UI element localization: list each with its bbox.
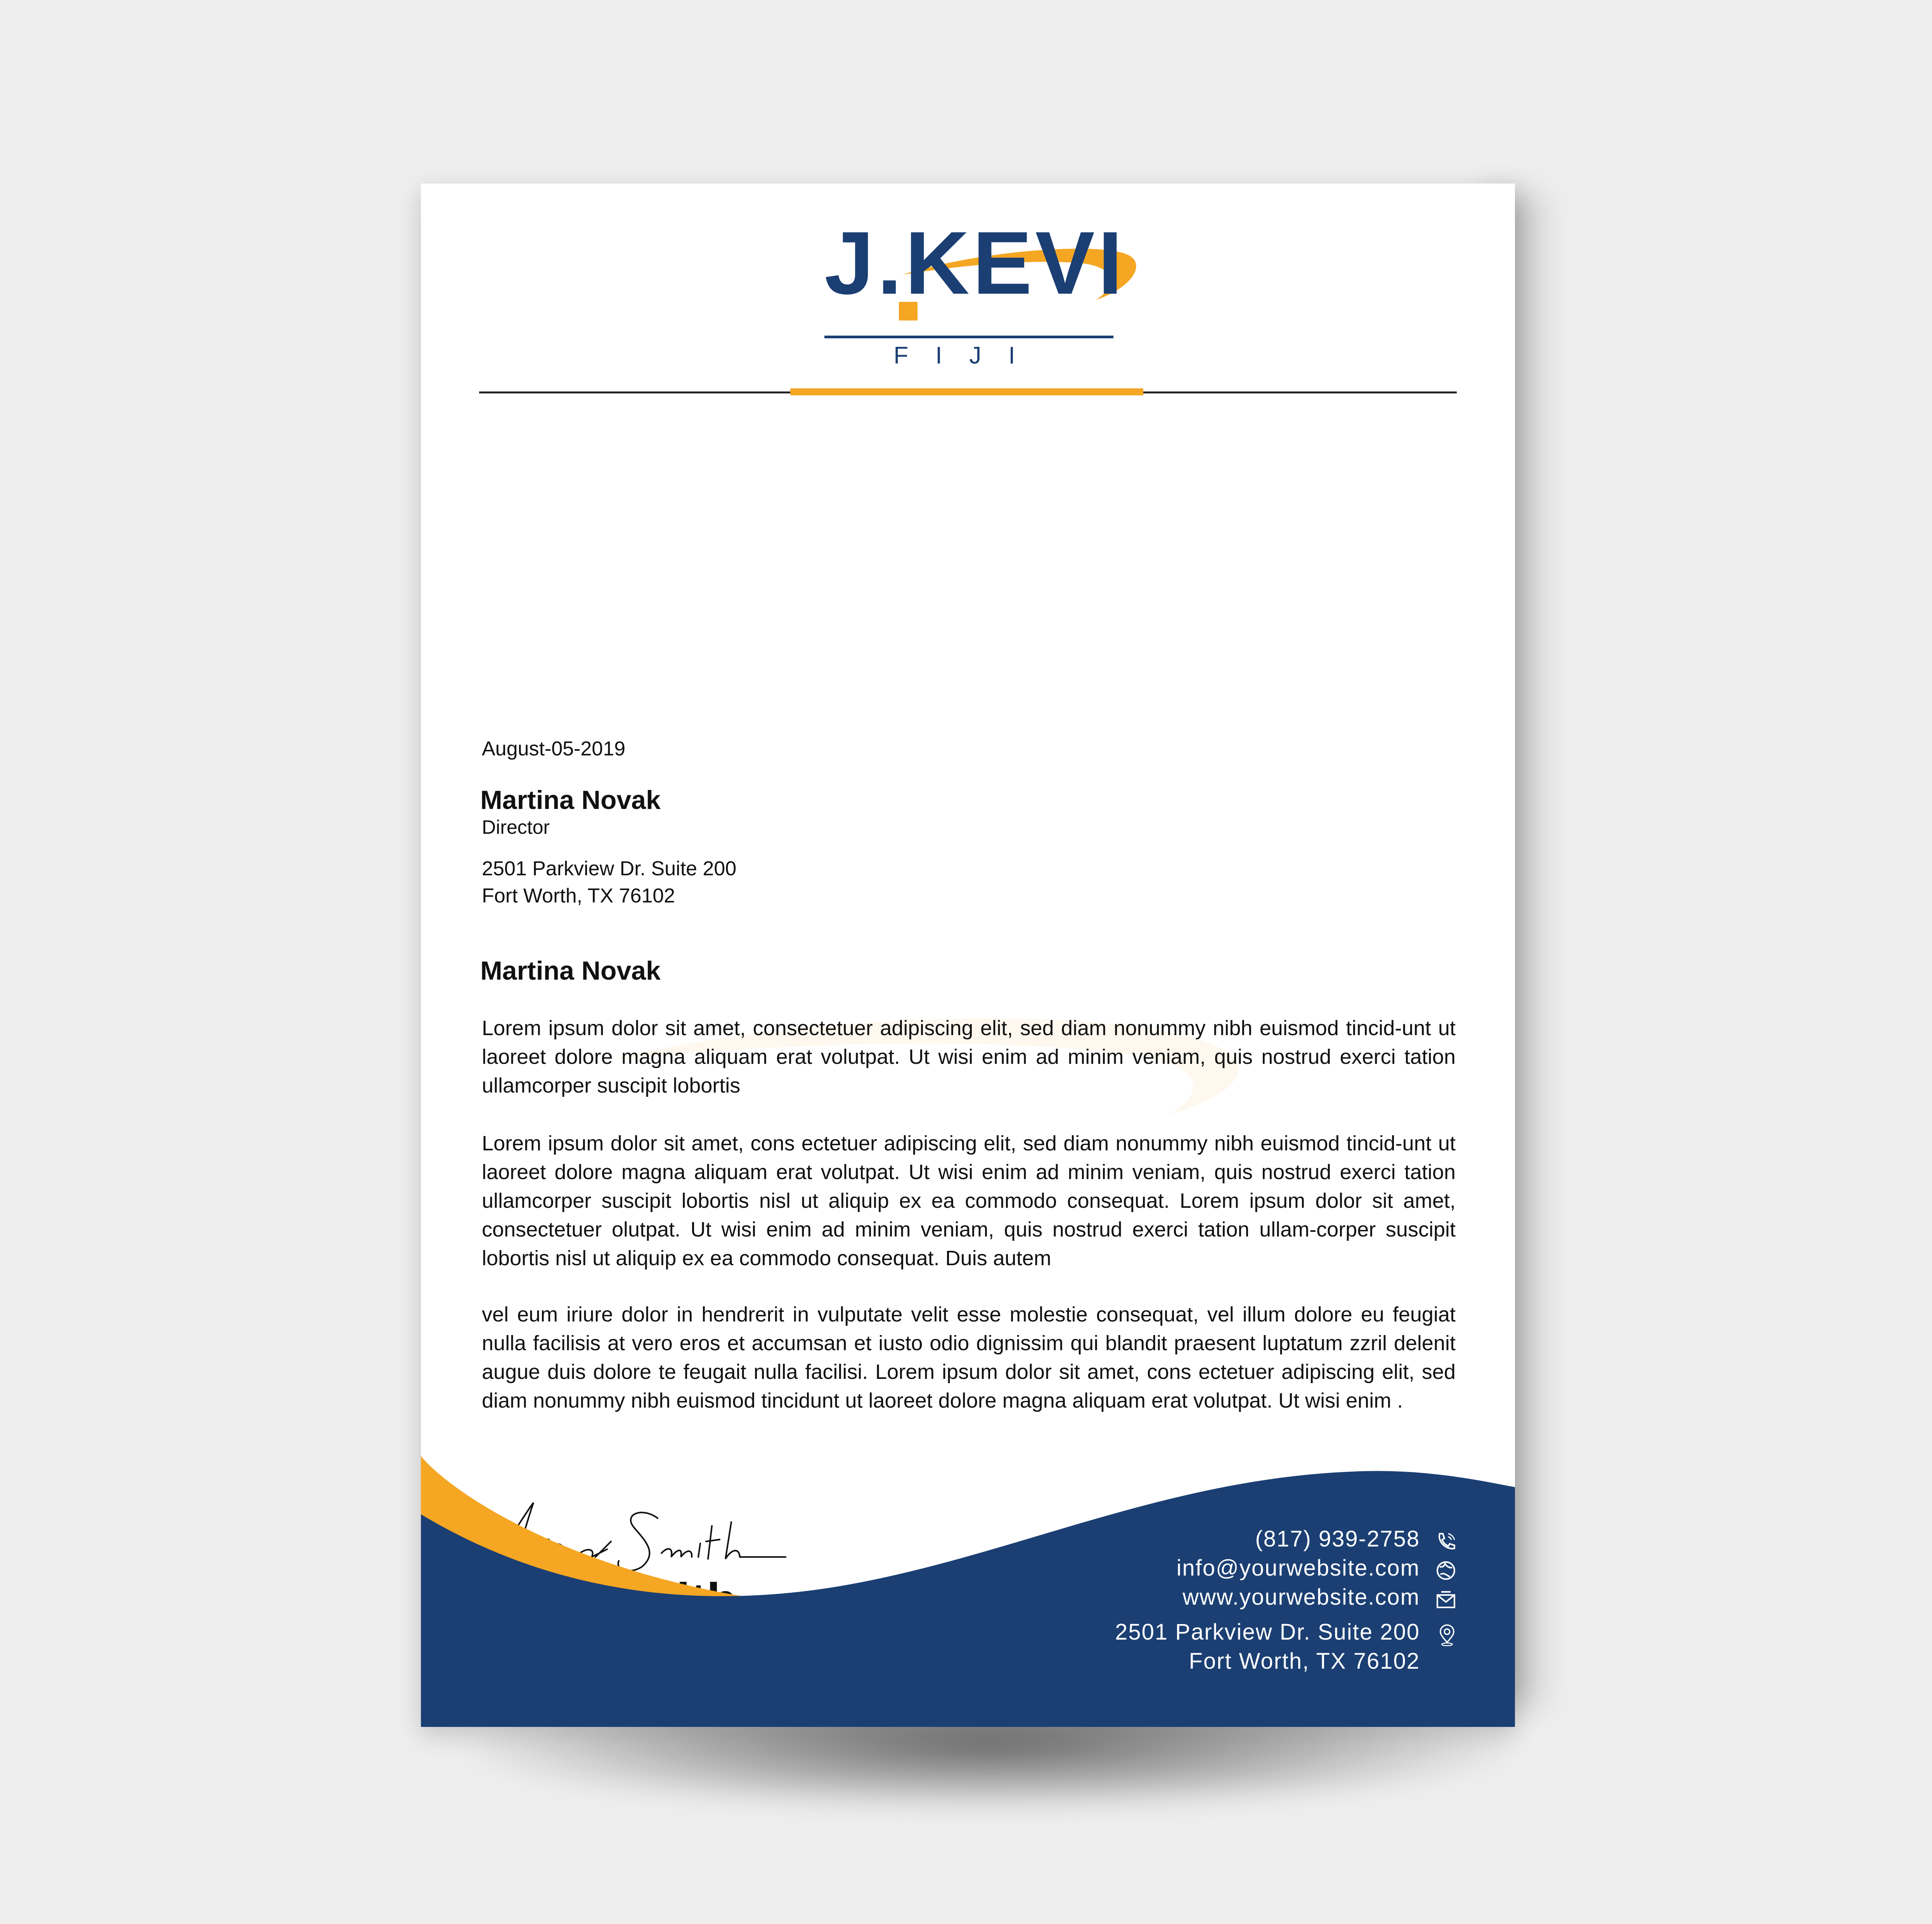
letter-date: August-05-2019 xyxy=(482,738,626,760)
footer-address-line2: Fort Worth, TX 76102 xyxy=(1189,1649,1420,1674)
body-paragraph-3: vel eum iriure dolor in hendrerit in vulputate velit esse molestie consequat, vel illum dolore eu feugiat nulla facilisis at vero eros et accumsan et iusto odio dignissim qui blandit praesent luptatum zzril delenit augue duis dolore te feugait nulla facilisi. Lorem ipsum dolor sit amet, cons ectetuer adipiscing elit, sed diam nonummy nibh euismod tincidunt ut laoreet dolore magna aliquam erat volutpat. Ut wisi enim . xyxy=(482,1303,1456,1412)
recipient-name: Martina Novak xyxy=(480,785,661,815)
recipient-address-line1: 2501 Parkview Dr. Suite 200 xyxy=(482,857,737,880)
footer-website: www.yourwebsite.com xyxy=(1182,1585,1420,1610)
footer-phone: (817) 939-2758 xyxy=(1255,1526,1420,1552)
location-pin-icon xyxy=(1435,1624,1459,1647)
letterhead-page xyxy=(421,184,1515,1727)
globe-icon xyxy=(1434,1559,1458,1582)
company-logo xyxy=(421,184,1515,401)
footer-address-line1: 2501 Parkview Dr. Suite 200 xyxy=(1115,1619,1420,1645)
recipient-title: Director xyxy=(482,816,550,838)
body-paragraph-2: Lorem ipsum dolor sit amet, cons ectetuer adipiscing elit, sed diam nonummy nibh euismod tincid-unt ut laoreet dolore magna aliquam erat volutpat. Ut wisi enim ad minim veniam, quis nostrud exerci tation ullamcorper suscipit lobortis nisl ut aliquip ex ea commodo consequat. Lorem ipsum dolor sit amet, consectetuer olutpat. Ut wisi enim ad minim veniam, quis nostrud exerci tation ullam-corper suscipit lobortis nisl ut aliquip ex ea commodo consequat. Duis autem xyxy=(482,1132,1456,1270)
mail-icon xyxy=(1434,1588,1458,1611)
logo-subtitle: FIJI xyxy=(893,342,1042,369)
header-divider-accent xyxy=(790,388,1143,395)
phone-icon xyxy=(1434,1530,1458,1553)
footer-email: info@yourwebsite.com xyxy=(1176,1555,1420,1581)
body-paragraph-1: Lorem ipsum dolor sit amet, consectetuer adipiscing elit, sed diam nonummy nibh euismod tincid-unt ut laoreet dolore magna aliquam erat volutpat. Ut wisi enim ad minim veniam, quis nostrud exerci tation ullamcorper suscipit lobortis xyxy=(482,1017,1456,1097)
salutation: Martina Novak xyxy=(480,956,661,985)
logo-brand-text: J.KEVI xyxy=(824,213,1126,313)
logo-wordmark xyxy=(824,213,1126,313)
recipient-address-line2: Fort Worth, TX 76102 xyxy=(482,885,675,907)
